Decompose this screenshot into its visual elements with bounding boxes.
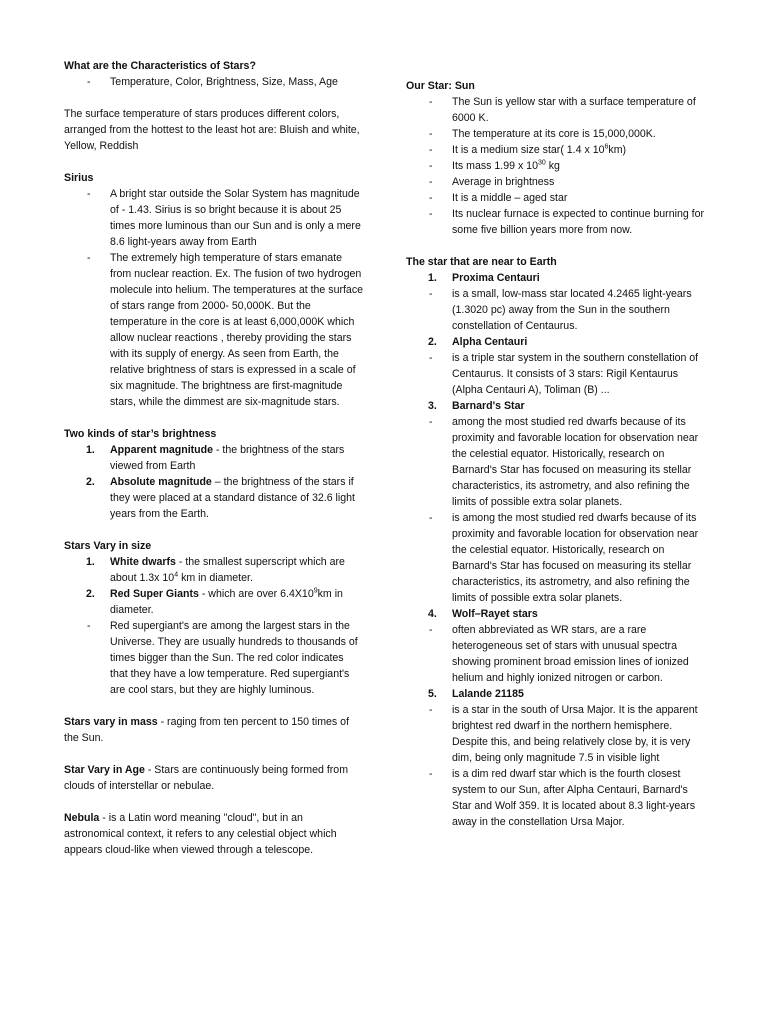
temperature-paragraph: The surface temperature of stars produces different colors, arranged from the hottest to the least hot are: Bluish and white, Yellow, Reddish	[64, 108, 360, 152]
near-star-desc: - is a triple star system in the southern constellation of Centaurus. It consists of 3 stars: Rigil Kentaurus (Alpha Centauri A), Toliman (B) ...	[429, 352, 699, 396]
sun-item: - Its mass 1.99 x $10^{30}$ kg	[429, 159, 560, 172]
size-heading: Stars Vary in size	[64, 540, 152, 552]
sun-item: - The Sun is yellow star with a surface temperature of 6000 K.	[429, 96, 696, 124]
sirius-item: - The extremely high temperature of stars emanate from nuclear reaction. Ex. The fusion of two hydrogen molecule into helium. The temperatures at the surface of stars range from 2000- 50,000K. But the temperature in the core is at least 6,000,000K which allow nuclear reactions , thereby providing the stars with its supply of energy. As seen from Earth, the relative brightness of stars is expressed in a scale of six magnitude. The brightness are first-magnitude stars, while the dimmest are six-magnitude stars.	[87, 252, 364, 408]
near-star-desc: - among the most studied red dwarfs because of its proximity and favorable location for observation near the celestial equator. Historically, research on Barnard's Star has focused on measuring its stellar characteristics, its astrometry, and also refining the limits of possible extra solar planets.	[429, 416, 699, 508]
near-star-title: 1. Proxima Centauri	[428, 272, 540, 284]
near-star-title: 2. Alpha Centauri	[428, 336, 528, 348]
sirius-heading: Sirius	[64, 172, 94, 184]
characteristics-heading: What are the Characteristics of Stars?	[64, 60, 256, 72]
near-star-desc: - is a dim red dwarf star which is the fourth closest system to our Sun, after Alpha Centauri, Barnard's Star and Wolf 359. It is located about 8.3 light-years away in the constellation Ursa Major.	[429, 768, 696, 828]
near-star-desc: - is among the most studied red dwarfs because of its proximity and favorable location for observation near the celestial equator. Historically, research on Barnard's Star has focused on measuring its stellar characteristics, its astrometry, and also refining the limits of possible extra solar planets.	[429, 512, 699, 604]
near-star-desc: - is a small, low-mass star located 4.2465 light-years (1.3020 pc) away from the Sun in the southern constellation of Centaurus.	[429, 288, 692, 332]
near-star-desc: - often abbreviated as WR stars, are a rare heterogeneous set of stars with unusual spectra showing prominent broad emission lines of ionized helium and highly ionized nitrogen or carbon.	[429, 624, 689, 684]
sun-item: - Its nuclear furnace is expected to continue burning for some five billion years more from now.	[429, 208, 705, 236]
sun-item: - The temperature at its core is 15,000,000K.	[429, 128, 656, 140]
characteristics-list-item: - Temperature, Color, Brightness, Size, Mass, Age	[87, 76, 338, 88]
nebula-paragraph: Nebula - is a Latin word meaning "cloud", but in an astronomical context, it refers to any celestial object which appears cloud-like when viewed through a telescope.	[64, 812, 337, 856]
size-item-white-dwarfs: 1. White dwarfs - the smallest superscript which are about 1.3x $10^4$ km in diameter.	[86, 556, 345, 584]
brightness-item: 1. Apparent magnitude - the brightness of the stars viewed from Earth	[86, 444, 345, 472]
near-star-desc: - is a star in the south of Ursa Major. It is the apparent brightest red dwarf in the northern hemisphere. Despite this, and being relatively close by, it is very dim, being only magnitude 7.5 in visible light	[429, 704, 698, 764]
sun-item: - Average in brightness	[429, 176, 555, 188]
near-star-title: 3. Barnard's Star	[428, 400, 525, 412]
right-column	[406, 78, 706, 830]
brightness-heading: Two kinds of star’s brightness	[64, 428, 217, 440]
dash-marker: -	[87, 252, 91, 264]
size-item-supergiants: - Red supergiant's are among the largest stars in the Universe. They are usually hundreds to thousands of times bigger than the Sun. The red color indicates that they have a low temperature. Red supergiant's are cool stars, but they are highly luminous.	[87, 620, 358, 696]
sun-heading: Our Star: Sun	[406, 80, 475, 92]
sirius-item: - A bright star outside the Solar System has magnitude of - 1.43. Sirius is so bright because it is about 25 times more luminous than our Sun and is only a mere 8.6 light-years away from Earth	[87, 188, 361, 248]
dash-marker: -	[87, 620, 91, 632]
left-column	[64, 58, 364, 858]
dash-marker: -	[87, 76, 91, 88]
mass-paragraph: Stars vary in mass - raging from ten percent to 150 times of the Sun.	[64, 716, 350, 744]
age-paragraph: Star Vary in Age - Stars are continuously being formed from clouds of interstellar or nebulae.	[64, 764, 349, 792]
size-item-red-super-giants: 2. Red Super Giants - which are over $6.4X10^9km$ in diameter.	[86, 587, 343, 616]
sun-item: - It is a middle – aged star	[429, 192, 568, 204]
near-star-title: 4. Wolf–Rayet stars	[428, 608, 538, 620]
dash-marker: -	[87, 188, 91, 200]
near-stars-heading: The star that are near to Earth	[406, 256, 557, 268]
sun-item: - It is a medium size star( 1.4 x $10^6km$)	[429, 143, 627, 156]
near-star-title: 5. Lalande 21185	[428, 688, 524, 700]
brightness-item: 2. Absolute magnitude – the brightness of the stars if they were placed at a standard distance of 32.6 light years from the Earth.	[86, 476, 355, 520]
